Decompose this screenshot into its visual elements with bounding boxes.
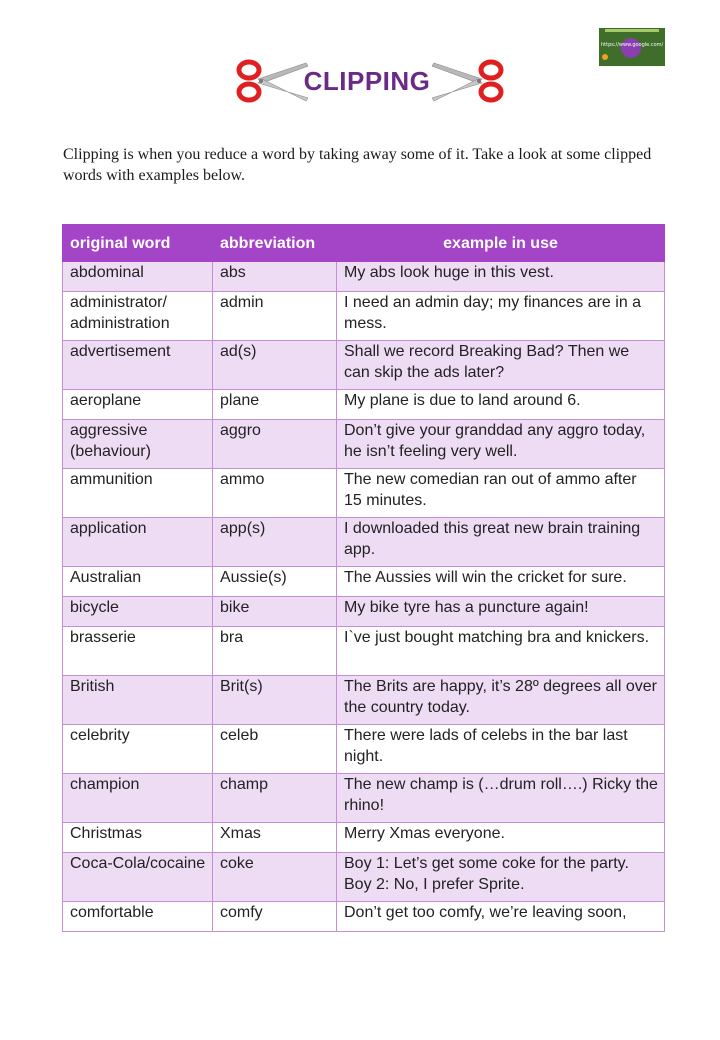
original-word-cell: application <box>63 518 213 567</box>
table-header-row <box>63 225 665 262</box>
example-cell: Boy 1: Let’s get some coke for the party. Boy 2: No, I prefer Sprite. <box>337 853 665 902</box>
table-row <box>63 469 665 518</box>
example-cell: I downloaded this great new brain training app. <box>337 518 665 567</box>
original-word-cell: ammunition <box>63 469 213 518</box>
original-word-cell: Australian <box>63 567 213 597</box>
original-word-cell: comfortable <box>63 902 213 932</box>
abbreviation-cell: abs <box>213 262 337 292</box>
abbreviation-cell: app(s) <box>213 518 337 567</box>
example-cell: Shall we record Breaking Bad? Then we can skip the ads later? <box>337 341 665 390</box>
original-word-cell: advertisement <box>63 341 213 390</box>
abbreviation-cell: champ <box>213 774 337 823</box>
intro-paragraph: Clipping is when you reduce a word by taking away some of it. Take a look at some clipped words with examples below. <box>63 146 652 184</box>
table-row <box>63 823 665 853</box>
column-header-example: example in use <box>337 225 665 262</box>
original-word-cell: bicycle <box>63 597 213 627</box>
original-word-cell: Christmas <box>63 823 213 853</box>
abbreviation-cell: Xmas <box>213 823 337 853</box>
example-cell: Don’t get too comfy, we’re leaving soon, <box>337 902 665 932</box>
table-row <box>63 627 665 676</box>
table-row <box>63 567 665 597</box>
original-word-cell: aeroplane <box>63 390 213 420</box>
table-row <box>63 341 665 390</box>
example-cell: The new comedian ran out of ammo after 15 minutes. <box>337 469 665 518</box>
scissors-icon <box>432 58 504 104</box>
example-cell: Don’t give your granddad any aggro today, he isn’t feeling very well. <box>337 420 665 469</box>
table-row <box>63 853 665 902</box>
original-word-cell: celebrity <box>63 725 213 774</box>
example-cell: Merry Xmas everyone. <box>337 823 665 853</box>
example-cell: I`ve just bought matching bra and knickers. <box>337 627 665 676</box>
column-header-abbreviation: abbreviation <box>213 225 337 262</box>
abbreviation-cell: bra <box>213 627 337 676</box>
table-row <box>63 902 665 932</box>
example-cell: The new champ is (…drum roll….) Ricky the rhino! <box>337 774 665 823</box>
original-word-cell: Coca-Cola/cocaine <box>63 853 213 902</box>
example-cell: My plane is due to land around 6. <box>337 390 665 420</box>
table-row <box>63 518 665 567</box>
logo-text: https://www.google.com/ <box>601 42 664 48</box>
abbreviation-cell: ammo <box>213 469 337 518</box>
example-cell: The Aussies will win the cricket for sure. <box>337 567 665 597</box>
original-word-cell: champion <box>63 774 213 823</box>
abbreviation-cell: coke <box>213 853 337 902</box>
table-row <box>63 420 665 469</box>
original-word-cell: abdominal <box>63 262 213 292</box>
table-row <box>63 597 665 627</box>
abbreviation-cell: plane <box>213 390 337 420</box>
table-row <box>63 725 665 774</box>
original-word-cell: brasserie <box>63 627 213 676</box>
example-cell: I need an admin day; my finances are in a mess. <box>337 292 665 341</box>
table-row <box>63 262 665 292</box>
page-title: CLIPPING <box>303 66 431 96</box>
original-word-cell: British <box>63 676 213 725</box>
abbreviation-cell: comfy <box>213 902 337 932</box>
original-word-cell: aggressive (behaviour) <box>63 420 213 469</box>
example-cell: There were lads of celebs in the bar last night. <box>337 725 665 774</box>
table-row <box>63 390 665 420</box>
table-row <box>63 292 665 341</box>
abbreviation-cell: ad(s) <box>213 341 337 390</box>
abbreviation-cell: Aussie(s) <box>213 567 337 597</box>
abbreviation-cell: admin <box>213 292 337 341</box>
scissors-icon <box>236 58 308 104</box>
clipping-table <box>62 224 665 932</box>
example-cell: My abs look huge in this vest. <box>337 262 665 292</box>
abbreviation-cell: bike <box>213 597 337 627</box>
abbreviation-cell: aggro <box>213 420 337 469</box>
example-cell: My bike tyre has a puncture again! <box>337 597 665 627</box>
original-word-cell: administrator/ administration <box>63 292 213 341</box>
abbreviation-cell: Brit(s) <box>213 676 337 725</box>
title-row <box>0 58 720 104</box>
column-header-original: original word <box>63 225 213 262</box>
example-cell: The Brits are happy, it’s 28º degrees all over the country today. <box>337 676 665 725</box>
table-row <box>63 676 665 725</box>
abbreviation-cell: celeb <box>213 725 337 774</box>
table-row <box>63 774 665 823</box>
